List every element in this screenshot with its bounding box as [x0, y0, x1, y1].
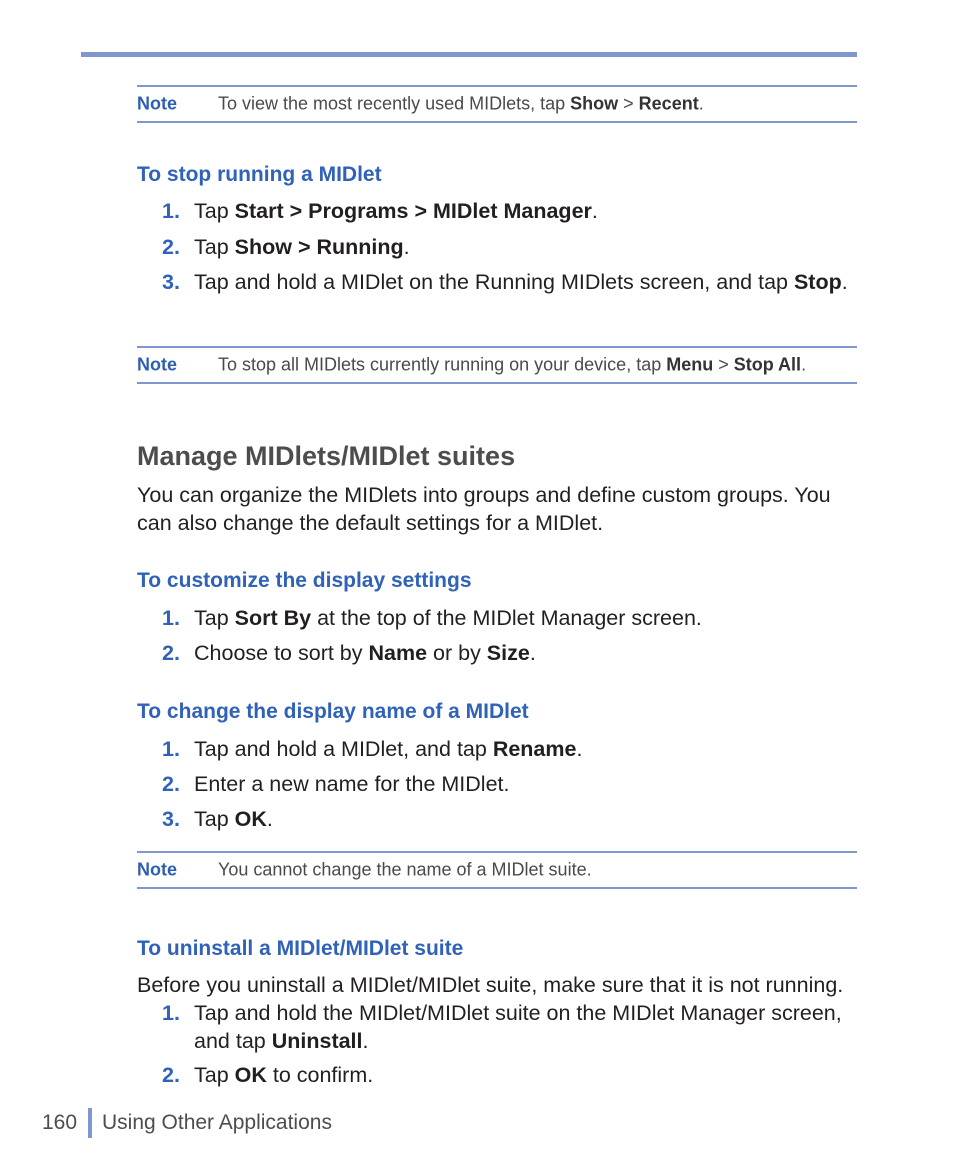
- note-label: Note: [137, 354, 177, 375]
- procedure-heading: To change the display name of a MIDlet: [137, 700, 529, 723]
- note-box: [137, 346, 857, 384]
- section-title: Manage MIDlets/MIDlet suites: [137, 441, 516, 471]
- chapter-title: Using Other Applications: [102, 1111, 332, 1134]
- note-label: Note: [137, 93, 177, 114]
- note-box: [137, 85, 857, 123]
- procedure-heading: To stop running a MIDlet: [137, 163, 382, 186]
- note-text: You cannot change the name of a MIDlet suite.: [218, 859, 592, 880]
- section-intro: You can organize the MIDlets into groups and define custom groups. You can also change the default settings for a MIDlet.: [137, 483, 831, 535]
- procedure-heading: To customize the display settings: [137, 569, 472, 592]
- note-box: [137, 851, 857, 889]
- note-text: To stop all MIDlets currently running on your device, tap Menu > Stop All.: [218, 354, 807, 375]
- footer-separator: [88, 1108, 92, 1138]
- procedure-heading: To uninstall a MIDlet/MIDlet suite: [137, 937, 464, 960]
- header-rule: [81, 52, 857, 57]
- page-number: 160: [42, 1111, 78, 1134]
- note-label: Note: [137, 859, 177, 880]
- procedure-intro: Before you uninstall a MIDlet/MIDlet suite, make sure that it is not running.: [137, 973, 844, 997]
- note-text: To view the most recently used MIDlets, tap Show > Recent.: [218, 93, 704, 114]
